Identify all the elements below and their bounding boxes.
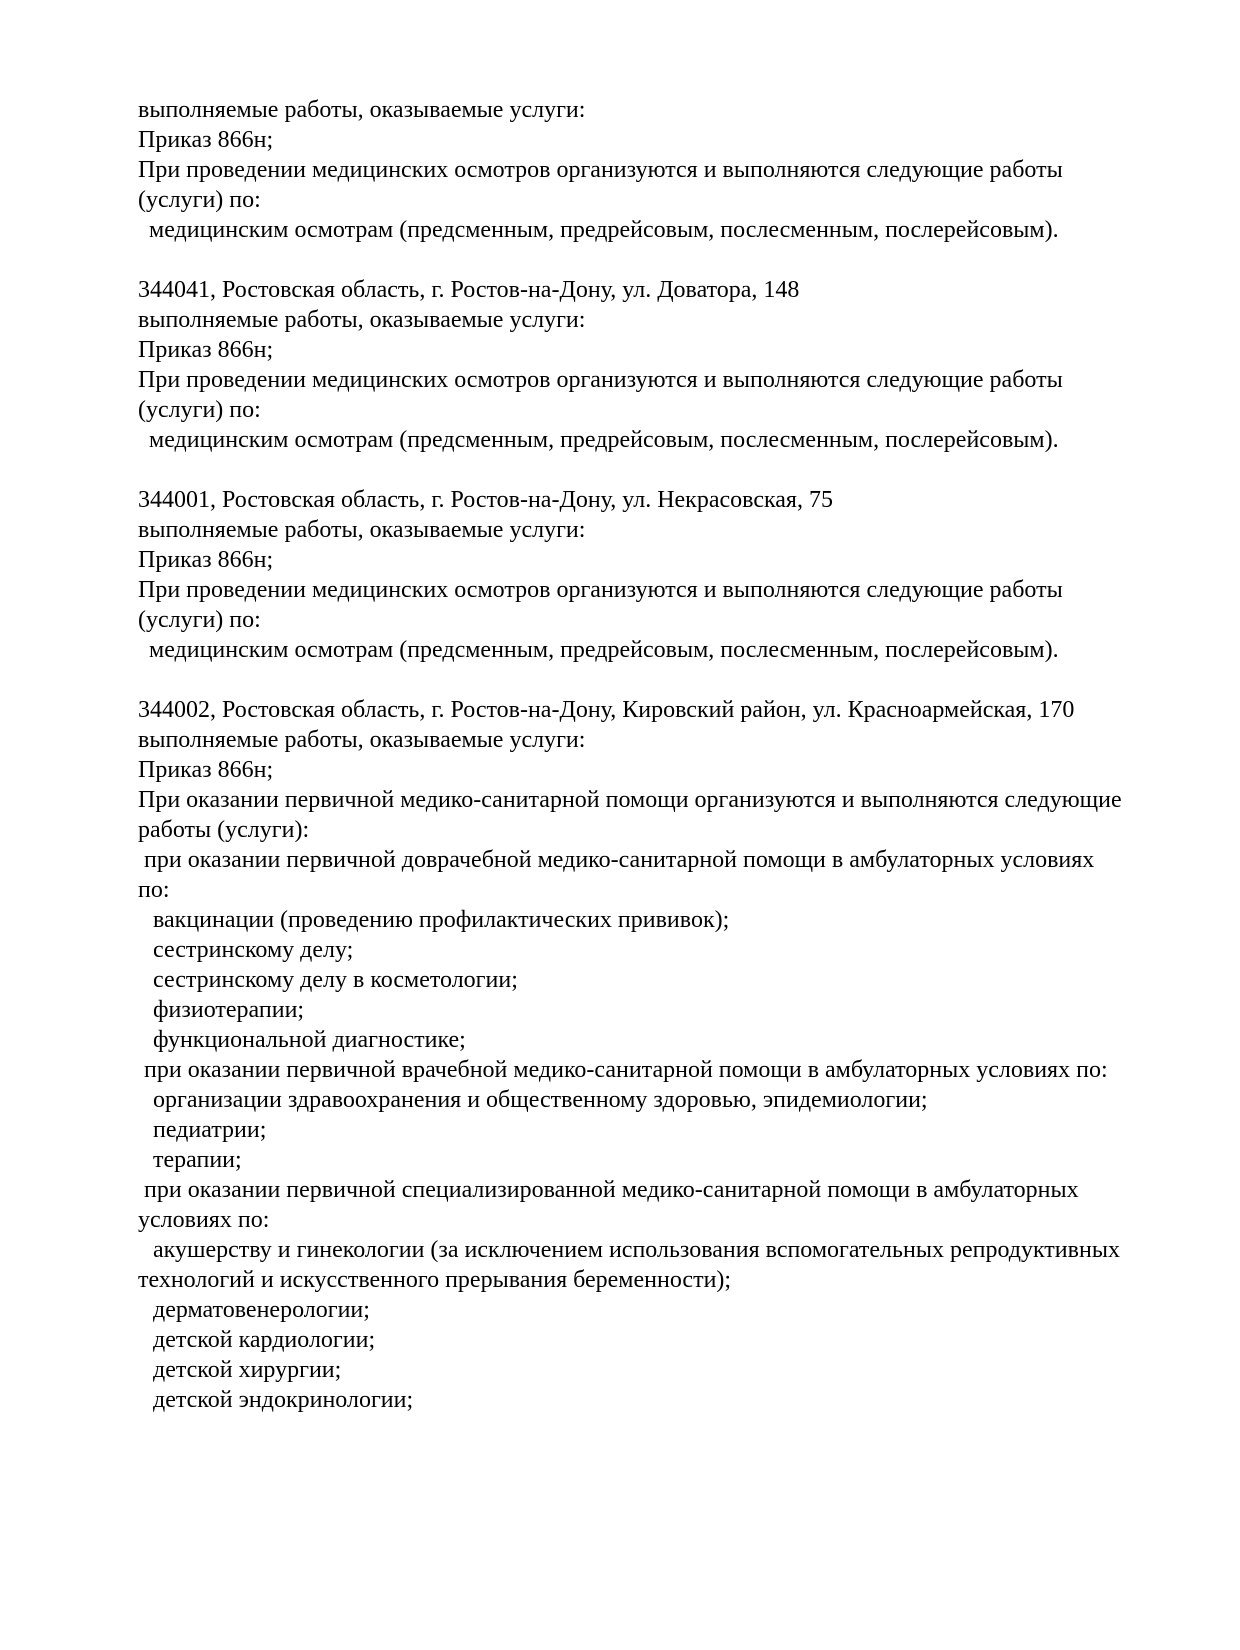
service-item: физиотерапии; xyxy=(153,997,305,1023)
works-services-label: выполняемые работы, оказываемые услуги: xyxy=(138,307,586,333)
works-intro-wrap: работы (услуги): xyxy=(138,817,310,843)
service-item: функциональной диагностике; xyxy=(153,1027,466,1053)
document-body xyxy=(138,95,1240,1415)
works-intro: При оказании первичной медико-санитарной помощи организуются и выполняются следующие xyxy=(138,787,1122,813)
works-services-label: выполняемые работы, оказываемые услуги: xyxy=(138,517,586,543)
order-reference: Приказ 866н; xyxy=(138,127,274,153)
service-item: терапии; xyxy=(153,1147,242,1173)
address-line: 344002, Ростовская область, г. Ростов-на-Дону, Кировский район, ул. Красноармейская, 170 xyxy=(138,697,1075,723)
service-item: вакцинации (проведению профилактических прививок); xyxy=(153,907,730,933)
works-intro: При проведении медицинских осмотров организуются и выполняются следующие работы xyxy=(138,367,1063,393)
service-item: педиатрии; xyxy=(153,1117,267,1143)
service-item-wrap: технологий и искусственного прерывания беременности); xyxy=(138,1267,732,1293)
order-reference: Приказ 866н; xyxy=(138,337,274,363)
order-reference: Приказ 866н; xyxy=(138,547,274,573)
care-category-wrap: по: xyxy=(138,877,170,903)
service-item: сестринскому делу в косметологии; xyxy=(153,967,518,993)
service-item: медицинским осмотрам (предсменным, предрейсовым, послесменным, послерейсовым). xyxy=(149,427,1059,453)
works-services-label: выполняемые работы, оказываемые услуги: xyxy=(138,97,586,123)
service-item: дерматовенерологии; xyxy=(153,1297,370,1323)
service-item: медицинским осмотрам (предсменным, предрейсовым, послесменным, послерейсовым). xyxy=(149,637,1059,663)
service-item: организации здравоохранения и общественному здоровью, эпидемиологии; xyxy=(153,1087,928,1113)
blank-line xyxy=(138,665,1240,695)
care-category: при оказании первичной доврачебной медико-санитарной помощи в амбулаторных условиях xyxy=(144,847,1095,873)
service-item: детской эндокринологии; xyxy=(153,1387,414,1413)
service-item: медицинским осмотрам (предсменным, предрейсовым, послесменным, послерейсовым). xyxy=(149,217,1059,243)
address-line: 344041, Ростовская область, г. Ростов-на-Дону, ул. Доватора, 148 xyxy=(138,277,800,303)
works-intro-wrap: (услуги) по: xyxy=(138,187,261,213)
care-category-wrap: условиях по: xyxy=(138,1207,270,1233)
address-line: 344001, Ростовская область, г. Ростов-на-Дону, ул. Некрасовская, 75 xyxy=(138,487,833,513)
care-category: при оказании первичной врачебной медико-санитарной помощи в амбулаторных условиях по: xyxy=(144,1057,1108,1083)
works-intro-wrap: (услуги) по: xyxy=(138,607,261,633)
works-intro-wrap: (услуги) по: xyxy=(138,397,261,423)
service-item: детской кардиологии; xyxy=(153,1327,376,1353)
works-intro: При проведении медицинских осмотров организуются и выполняются следующие работы xyxy=(138,577,1063,603)
service-item: акушерству и гинекологии (за исключением использования вспомогательных репродуктивных xyxy=(153,1237,1120,1263)
works-services-label: выполняемые работы, оказываемые услуги: xyxy=(138,727,586,753)
care-category: при оказании первичной специализированной медико-санитарной помощи в амбулаторных xyxy=(144,1177,1079,1203)
blank-line xyxy=(138,245,1240,275)
service-item: детской хирургии; xyxy=(153,1357,342,1383)
service-item: сестринскому делу; xyxy=(153,937,354,963)
blank-line xyxy=(138,455,1240,485)
order-reference: Приказ 866н; xyxy=(138,757,274,783)
works-intro: При проведении медицинских осмотров организуются и выполняются следующие работы xyxy=(138,157,1063,183)
